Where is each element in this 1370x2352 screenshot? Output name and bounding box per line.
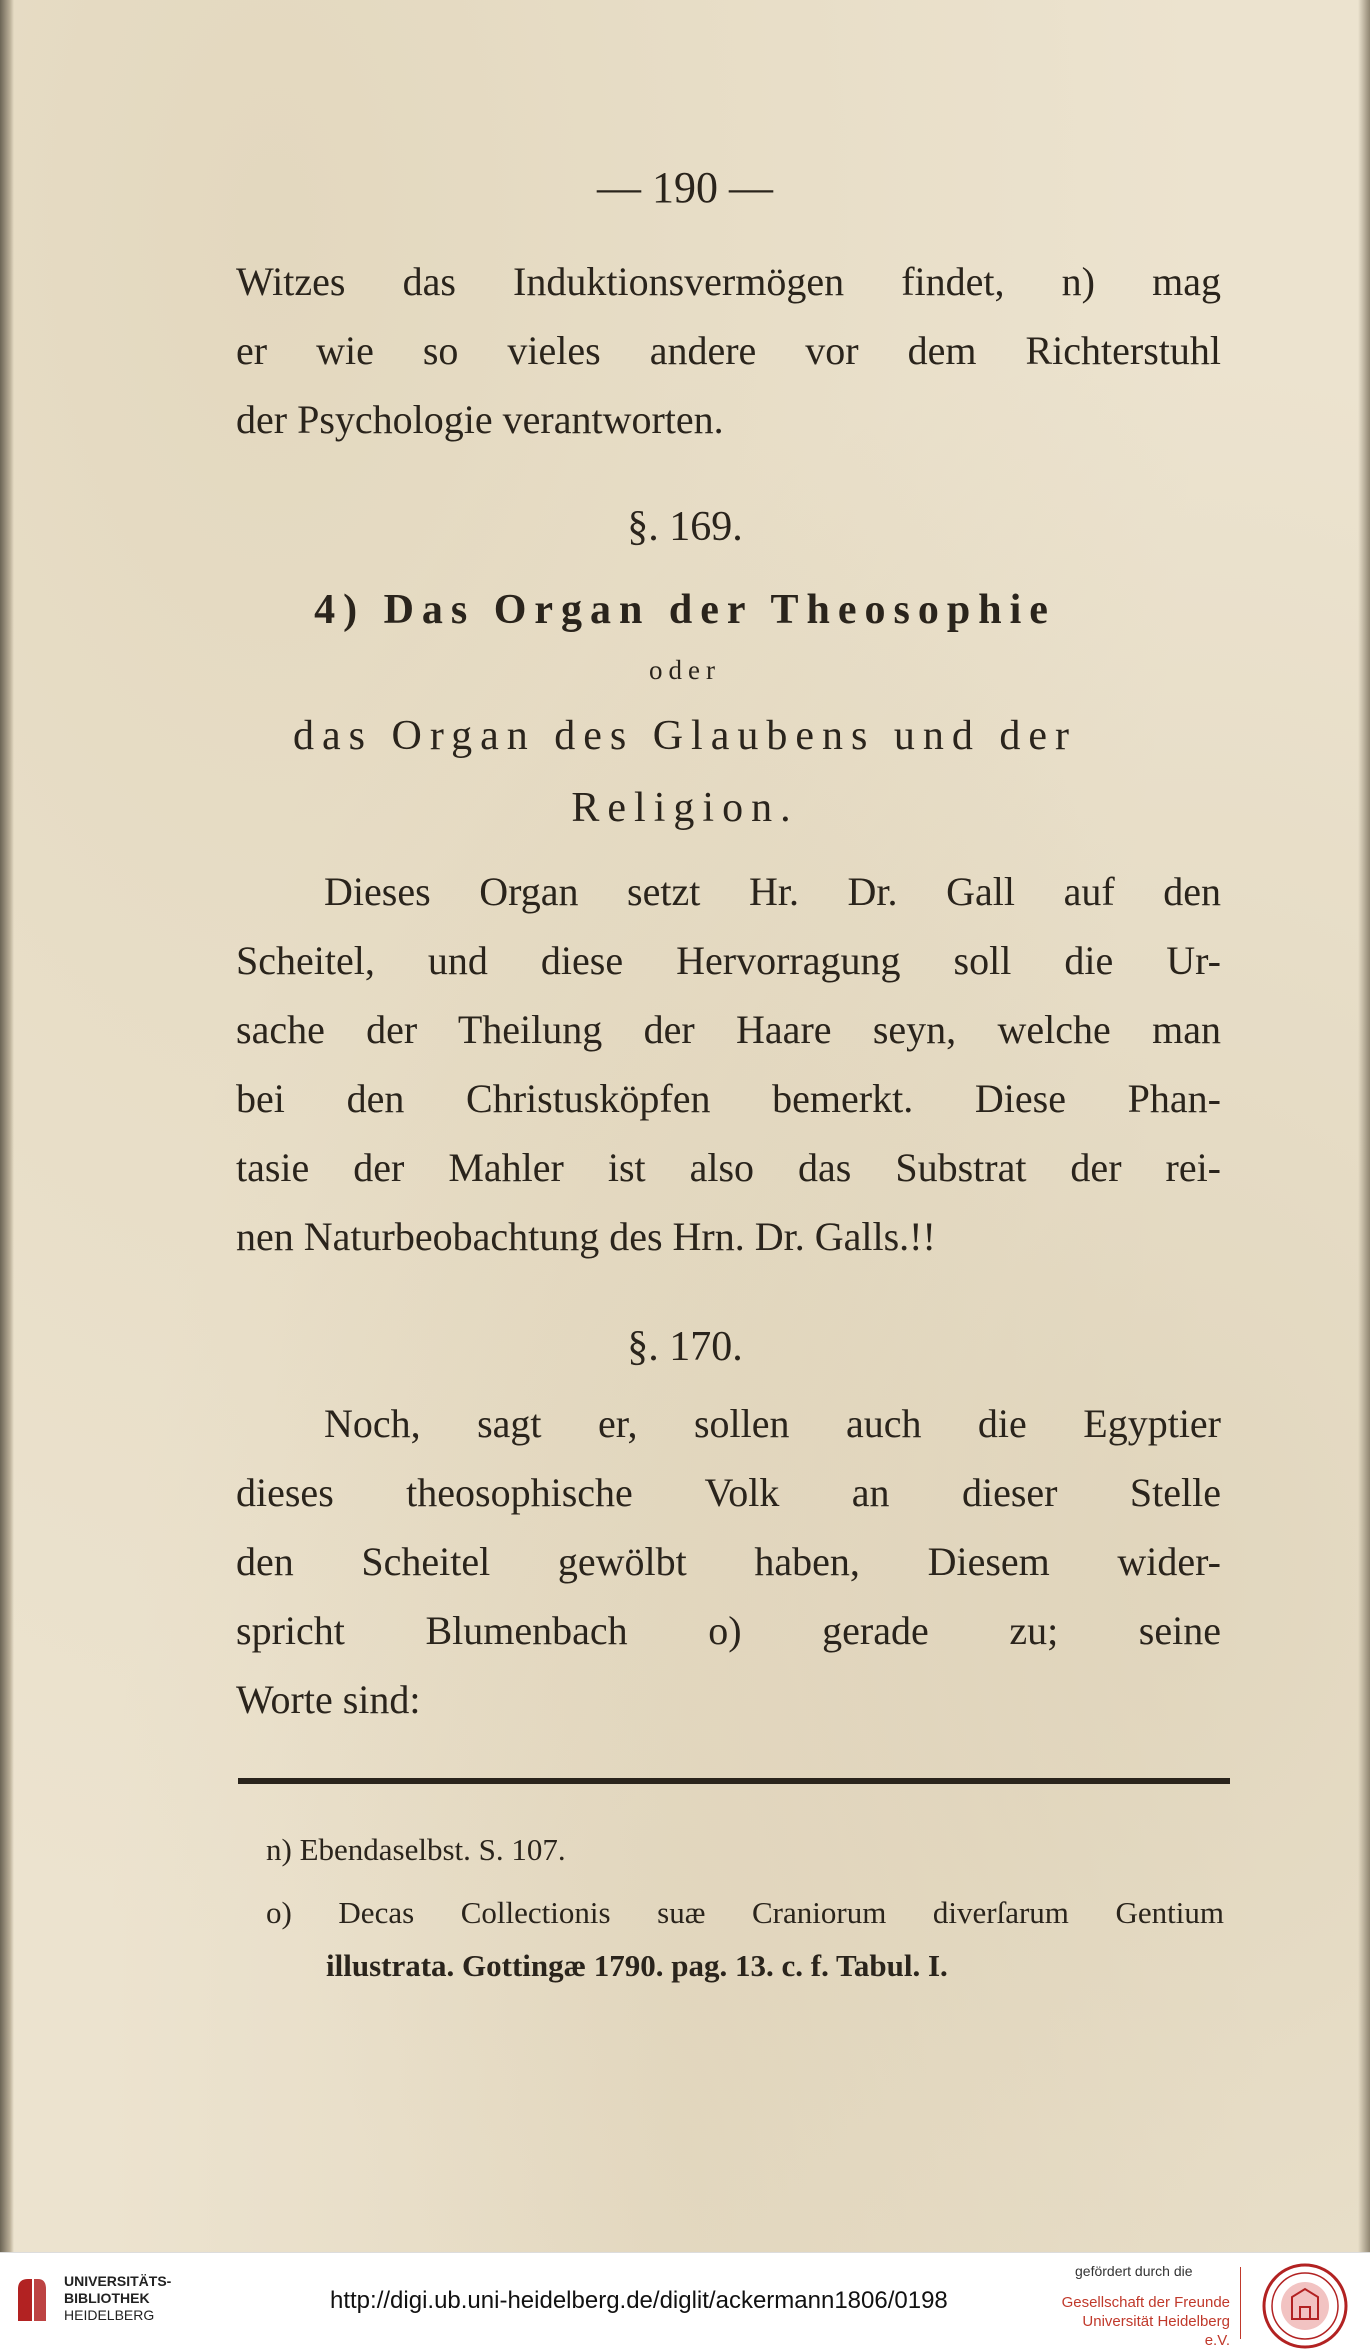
text-line: dieses theosophische Volk an dieser Stelle [236,1470,1221,1515]
section-title: Religion. [571,785,799,831]
section-number: §. 169. [627,504,743,550]
text-line: Witzes das Induktionsvermögen findet, n) mag [236,259,1221,304]
footnote: o) Decas Collectionis suæ Craniorum diverſarum Gentium [266,1895,1224,1930]
library-name: UNIVERSITÄTS- BIBLIOTHEK HEIDELBERG [64,2273,172,2323]
viewer-footer [0,2252,1370,2352]
permalink-url[interactable]: http://digi.ub.uni-heidelberg.de/diglit/ackermann1806/0198 [330,2287,948,2314]
text-line: Dieses Organ setzt Hr. Dr. Gall auf den [324,869,1221,914]
footnote: n) Ebendaselbst. S. 107. [266,1832,566,1867]
page-number: — 190 — [597,163,773,212]
text-line: er wie so vieles andere vor dem Richterstuhl [236,328,1221,373]
text-line: Scheitel, und diese Hervorragung soll die Ur- [236,938,1221,983]
library-logo-icon [14,2275,50,2325]
divider [1240,2267,1241,2339]
footnote-rule [238,1778,1230,1784]
text-line: der Psychologie verantworten. [236,397,724,442]
section-title: oder [649,655,721,685]
text-line: bei den Christusköpfen bemerkt. Diese Phan- [236,1076,1221,1121]
footnote: illustrata. Gottingæ 1790. pag. 13. c. f. Tabul. I. [326,1948,948,1983]
university-seal-icon [1262,2263,1348,2349]
text-line: spricht Blumenbach o) gerade zu; seine [236,1608,1221,1653]
text-line: nen Naturbeobachtung des Hrn. Dr. Galls.!! [236,1214,936,1259]
section-title: das Organ des Glaubens und der [293,713,1077,759]
sponsor-name: Gesellschaft der Freunde Universität Heidelberg e.V. [1061,2294,1230,2349]
text-line: Noch, sagt er, sollen auch die Egyptier [324,1401,1221,1446]
text-line: Worte sind: [236,1677,421,1722]
text-line: sache der Theilung der Haare seyn, welche man [236,1007,1221,1052]
section-number: §. 170. [627,1324,743,1370]
text-line: den Scheitel gewölbt haben, Diesem wider- [236,1539,1221,1584]
sponsor-label: gefördert durch die [1075,2263,1193,2279]
section-title: 4) Das Organ der Theosophie [314,587,1056,633]
text-line: tasie der Mahler ist also das Substrat der rei- [236,1145,1221,1190]
